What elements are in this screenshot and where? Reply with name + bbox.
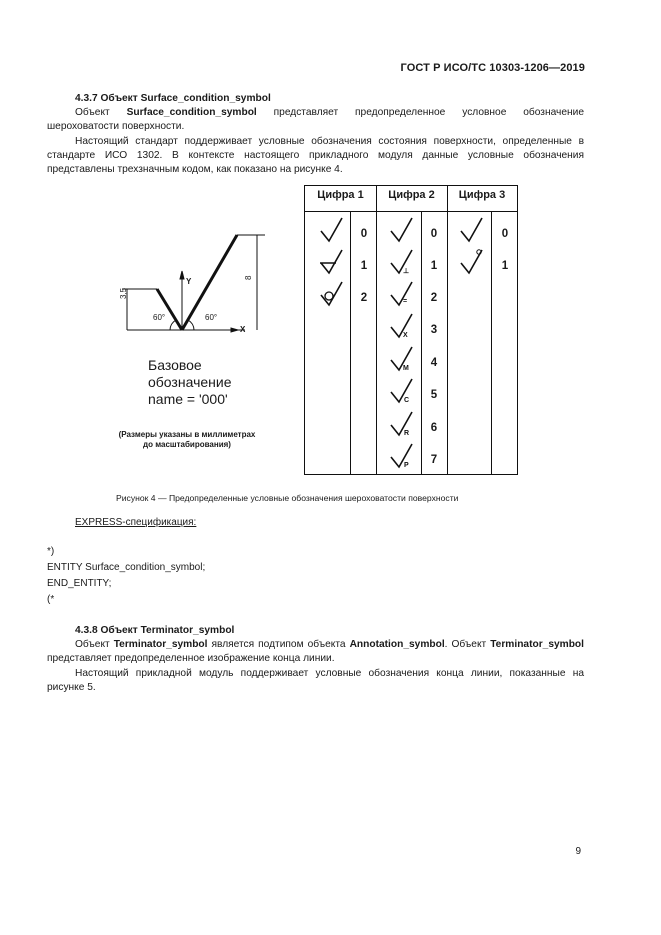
digit-value: 4: [430, 357, 438, 369]
section-4-3-7: [47, 92, 584, 177]
roughness-removal-icon: [320, 250, 342, 273]
paragraph: Настоящий прикладной модуль поддерживает условные обозначения конца линии, показанные на рисунке 5.: [47, 667, 584, 693]
mark-r: R: [404, 430, 410, 437]
code-line: ENTITY Surface_condition_symbol;: [47, 562, 206, 573]
digit-value: 1: [430, 260, 438, 272]
roughness-basic-icon: [321, 218, 342, 241]
column-header: Цифра 1: [317, 189, 364, 201]
text-run: представляет предопределенное изображение конца линии.: [47, 653, 335, 665]
text-run: Объект: [75, 107, 127, 119]
axis-y-label: Y: [186, 277, 192, 286]
caption-line: обозначение: [148, 374, 232, 390]
paragraph: Настоящий стандарт поддерживает условные обозначения состояния поверхности, определенные в стандарте ИСО 1302. В контексте настоящего прикладного модуля данные условные обозначения представлены трехзначным кодом, как показано на рисунке 4.: [47, 135, 584, 176]
dimension-long-label: 8: [244, 275, 253, 280]
paragraph: [47, 106, 584, 134]
roughness-symbols: [305, 186, 517, 474]
express-code-block: [47, 544, 205, 608]
angle-left-label: 60°: [153, 313, 166, 322]
caption-line: name = '000': [148, 391, 228, 407]
text-run: Объект: [75, 639, 114, 651]
digit-value: 0: [430, 228, 438, 240]
express-spec-link[interactable]: EXPRESS-спецификация:: [75, 517, 197, 528]
digit-value: 1: [501, 260, 509, 272]
text-run: представляет предопределенное условное обозначение шероховатости поверхности.: [47, 107, 584, 133]
entity-name: Annotation_symbol: [349, 639, 445, 651]
symbol-code-table: [304, 185, 518, 475]
digit-value: 3: [430, 324, 438, 336]
text-run: . Объект: [444, 639, 491, 651]
page-number: 9: [575, 846, 581, 857]
note-line: до масштабирования): [143, 440, 231, 449]
caption-line: Базовое: [148, 357, 202, 373]
section-4-3-8: [47, 624, 584, 695]
text-run: является подтипом объекта: [207, 639, 350, 651]
code-line: END_ENTITY;: [47, 578, 112, 589]
axis-x-label: X: [240, 325, 246, 334]
digit-value: 2: [360, 292, 368, 304]
entity-name: Terminator_symbol: [490, 639, 584, 651]
section-heading: 4.3.8 Объект Terminator_symbol: [75, 625, 235, 636]
digit-value: 0: [501, 228, 509, 240]
mark-c: C: [404, 397, 410, 404]
column-header: Цифра 2: [388, 189, 435, 201]
angle-right-label: 60°: [205, 313, 218, 322]
digit-value: 2: [430, 292, 438, 304]
entity-name: Surface_condition_symbol: [126, 107, 257, 119]
digit-value: 5: [430, 389, 438, 401]
column-header: Цифра 3: [458, 189, 506, 201]
dimension-note: [108, 430, 266, 450]
mark-x: X: [403, 332, 408, 339]
mark-m: M: [403, 365, 409, 372]
document-header: ГОСТ Р ИСО/ТС 10303-1206—2019: [400, 62, 585, 74]
mark-equals: =: [403, 298, 408, 305]
digit-value: 6: [430, 422, 438, 434]
digit-value: 0: [360, 228, 368, 240]
figure-caption: Рисунок 4 — Предопределенные условные обозначения шероховатости поверхности: [116, 493, 459, 503]
paragraph: [47, 638, 584, 666]
entity-name: Terminator_symbol: [113, 639, 208, 651]
code-line: *): [47, 546, 55, 557]
mark-perpendicular: ⊥: [403, 268, 410, 275]
section-heading: 4.3.7 Объект Surface_condition_symbol: [75, 93, 271, 104]
note-line: (Размеры указаны в миллиметрах: [118, 430, 256, 439]
dimension-height-label: 3,5: [119, 287, 128, 299]
base-symbol-caption: [148, 357, 231, 408]
digit-value: 7: [430, 454, 438, 466]
code-line: (*: [47, 594, 55, 605]
mark-p: P: [404, 462, 409, 469]
digit-value: 1: [360, 260, 368, 272]
